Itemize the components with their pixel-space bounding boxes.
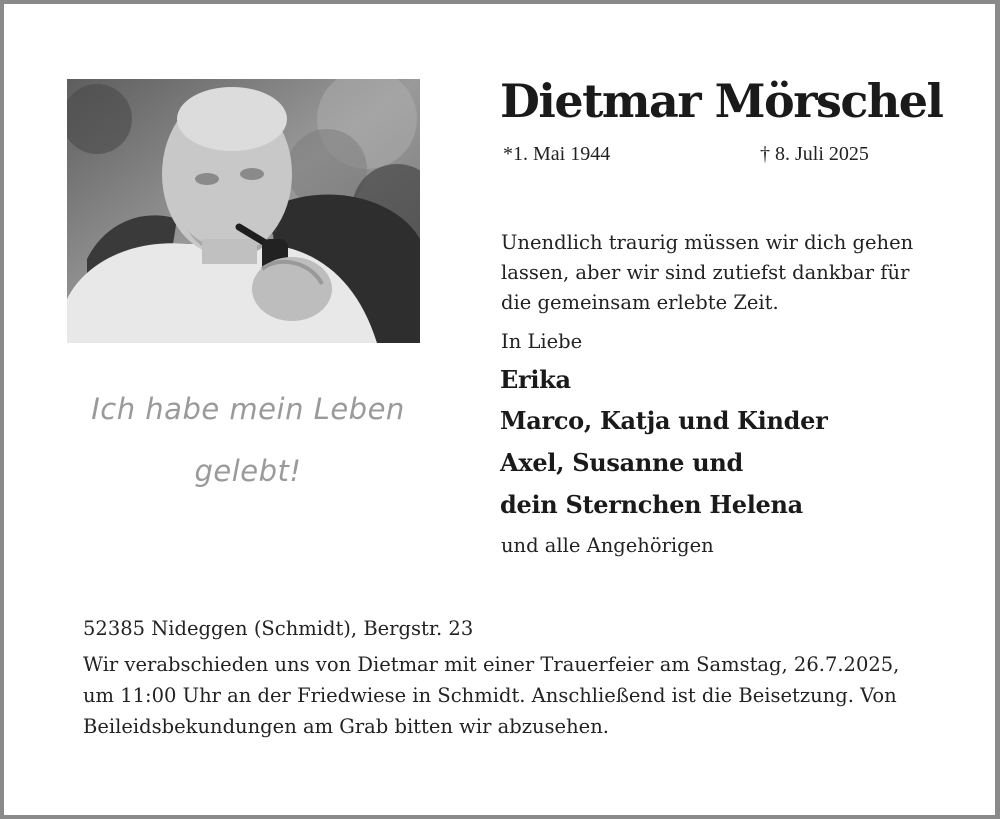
death-date: † 8. Juli 2025 — [760, 143, 869, 165]
quote — [66, 378, 430, 502]
mourning-message — [501, 228, 941, 318]
mourner-name: Marco, Katja und Kinder — [500, 406, 828, 435]
portrait-illustration — [67, 79, 420, 343]
funeral-notice — [83, 649, 963, 742]
address: 52385 Nideggen (Schmidt), Bergstr. 23 — [83, 617, 474, 640]
quote-line-2: gelebt! — [194, 454, 302, 488]
mourner-name: Erika — [500, 365, 571, 394]
portrait-photo — [67, 79, 420, 343]
quote-line-1: Ich habe mein Leben — [91, 392, 405, 426]
relatives-line: und alle Angehörigen — [501, 534, 714, 557]
notice-line: Wir verabschieden uns von Dietmar mit einer Trauerfeier am Samstag, 26.7.2025, — [83, 653, 900, 676]
message-line: die gemeinsam erlebte Zeit. — [501, 291, 779, 314]
message-line: lassen, aber wir sind zutiefst dankbar für — [501, 261, 910, 284]
mourners-intro: In Liebe — [501, 330, 583, 353]
deceased-name: Dietmar Mörschel — [500, 74, 943, 128]
message-line: Unendlich traurig müssen wir dich gehen — [501, 231, 914, 254]
mourner-name: dein Sternchen Helena — [500, 490, 803, 519]
birth-date: *1. Mai 1944 — [503, 143, 611, 165]
notice-line: um 11:00 Uhr an der Friedwiese in Schmidt. Anschließend ist die Beisetzung. Von — [83, 684, 897, 707]
notice-line: Beileidsbekundungen am Grab bitten wir abzusehen. — [83, 715, 609, 738]
mourner-name: Axel, Susanne und — [500, 448, 743, 477]
